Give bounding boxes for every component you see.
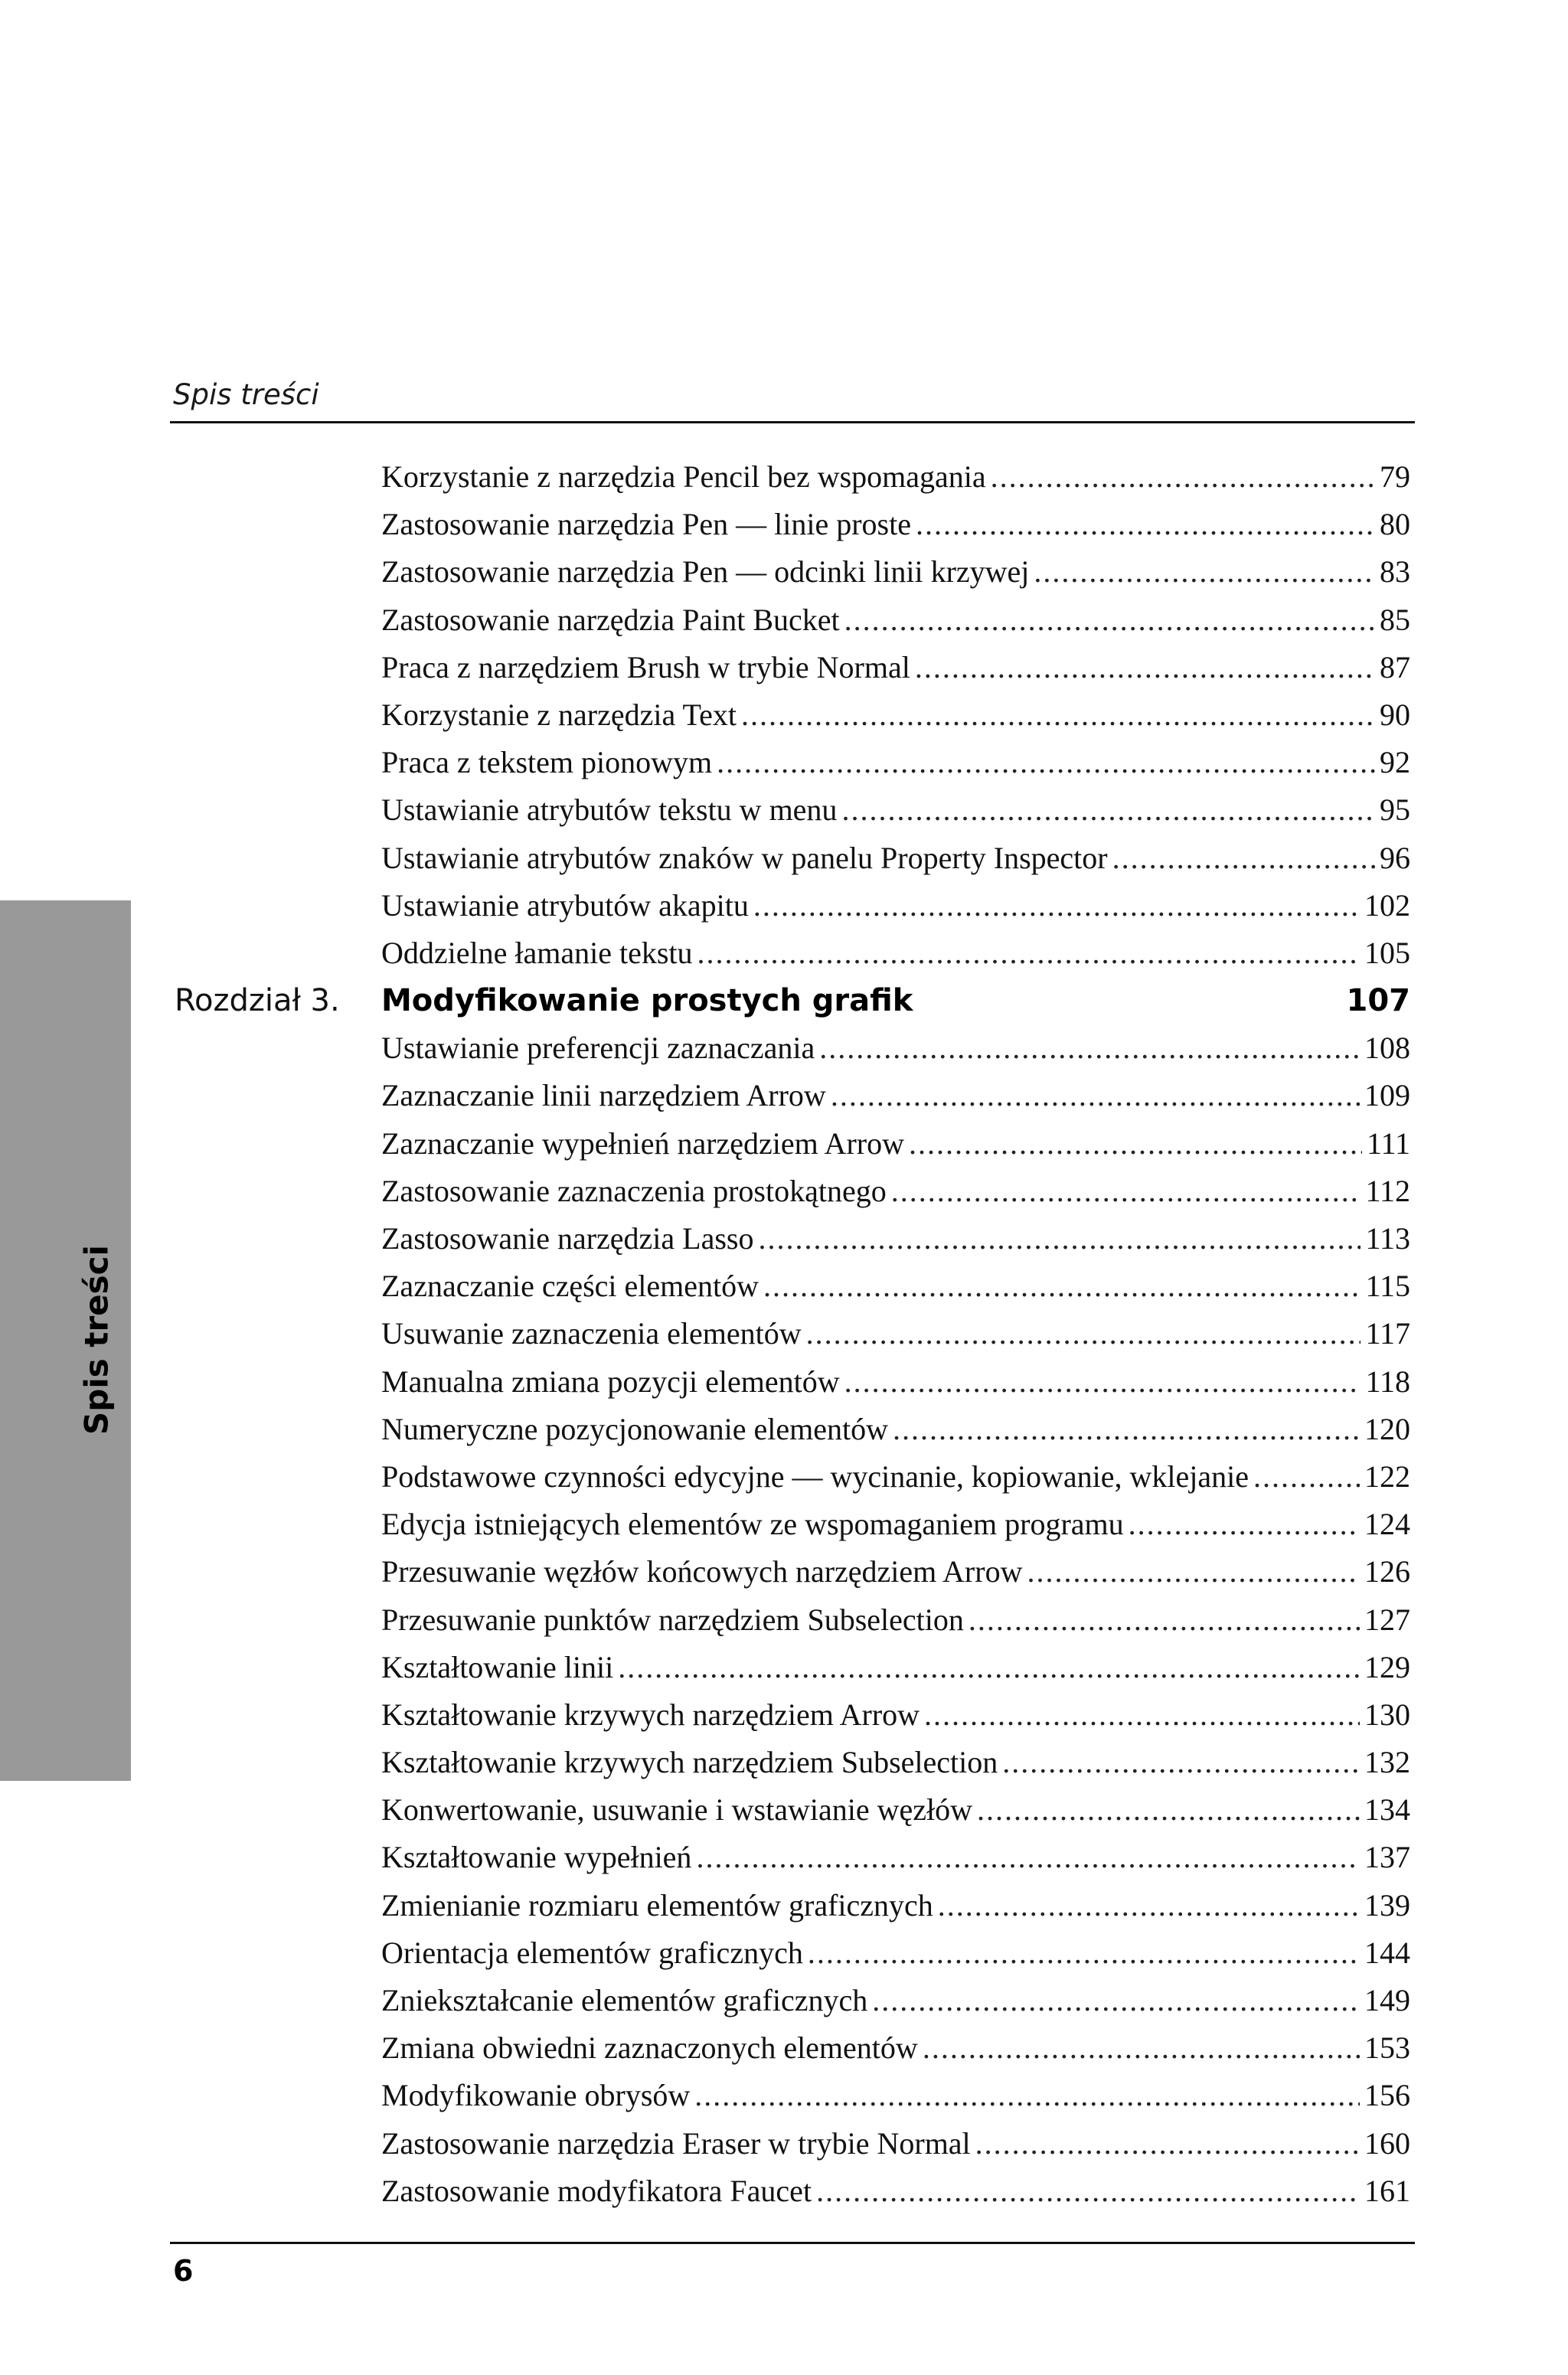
dot-leader bbox=[741, 691, 1375, 739]
dot-leader bbox=[844, 1358, 1361, 1406]
toc-entry[interactable] bbox=[381, 1977, 1410, 2024]
toc-entry-title: Kształtowanie krzywych narzędziem Subselection bbox=[381, 1745, 998, 1780]
toc-entry-page-number: 102 bbox=[1364, 887, 1410, 923]
footer-rule bbox=[170, 2242, 1415, 2244]
toc-entry-page-number: 139 bbox=[1364, 1887, 1410, 1923]
toc-entry-title: Zaznaczanie linii narzędziem Arrow bbox=[381, 1078, 826, 1113]
toc-entry-title: Zaznaczanie części elementów bbox=[381, 1269, 760, 1304]
dot-leader bbox=[969, 1596, 1360, 1644]
toc-entry[interactable] bbox=[381, 1644, 1410, 1691]
toc-entry[interactable] bbox=[381, 501, 1410, 548]
toc-entry[interactable] bbox=[381, 1263, 1410, 1310]
toc-entry-page-number: 108 bbox=[1364, 1031, 1410, 1066]
dot-leader bbox=[938, 1882, 1360, 1929]
toc-entry-page-number: 105 bbox=[1364, 935, 1410, 970]
toc-entry-title: Kształtowanie krzywych narzędziem Arrow bbox=[381, 1697, 920, 1732]
table-of-contents bbox=[0, 453, 1568, 2215]
toc-entry[interactable] bbox=[381, 1882, 1410, 1929]
toc-entry[interactable] bbox=[381, 1739, 1410, 1786]
toc-entry-page-number: 120 bbox=[1364, 1411, 1410, 1446]
toc-entry[interactable] bbox=[381, 1929, 1410, 1977]
toc-entry[interactable] bbox=[381, 835, 1410, 882]
dot-leader bbox=[891, 1168, 1361, 1215]
dot-leader bbox=[916, 501, 1375, 548]
toc-entry-page-number: 160 bbox=[1364, 2125, 1410, 2161]
toc-entry[interactable] bbox=[381, 2072, 1410, 2119]
page-number: 6 bbox=[173, 2254, 194, 2288]
toc-entry-title: Korzystanie z narzędzia Pencil bez wspomagania bbox=[381, 459, 986, 494]
dot-leader bbox=[893, 1406, 1360, 1453]
toc-entry[interactable] bbox=[381, 644, 1410, 691]
toc-entry[interactable] bbox=[381, 739, 1410, 786]
toc-entry[interactable] bbox=[381, 1024, 1410, 1072]
toc-entry-page-number: 126 bbox=[1364, 1554, 1410, 1589]
toc-entry-page-number: 96 bbox=[1380, 840, 1410, 875]
toc-entry[interactable] bbox=[381, 1834, 1410, 1881]
toc-entry-page-number: 144 bbox=[1364, 1935, 1410, 1970]
toc-entry-title: Podstawowe czynności edycyjne — wycinanie, kopiowanie, wklejanie bbox=[381, 1459, 1250, 1494]
toc-entry[interactable] bbox=[381, 929, 1410, 977]
toc-entry-title: Zaznaczanie wypełnień narzędziem Arrow bbox=[381, 1125, 904, 1161]
toc-entry-title: Ustawianie atrybutów akapitu bbox=[381, 887, 749, 923]
toc-entry-title: Zmienianie rozmiaru elementów graficznych bbox=[381, 1887, 933, 1923]
side-tab-label: Spis treści bbox=[77, 1245, 116, 1435]
dot-leader bbox=[758, 1215, 1361, 1263]
toc-entry-title: Manualna zmiana pozycji elementów bbox=[381, 1364, 840, 1399]
toc-entry-title: Zniekształcanie elementów graficznych bbox=[381, 1983, 868, 2017]
toc-entry-page-number: 113 bbox=[1365, 1221, 1410, 1256]
chapter-label: Rozdział 3. bbox=[175, 983, 340, 1019]
toc-entry-title: Kształtowanie linii bbox=[381, 1649, 614, 1684]
dot-leader bbox=[618, 1644, 1360, 1691]
toc-entry-title: Orientacja elementów graficznych bbox=[381, 1935, 803, 1970]
dot-leader bbox=[831, 1072, 1360, 1119]
toc-entry-page-number: 85 bbox=[1380, 602, 1410, 637]
toc-entry-page-number: 149 bbox=[1364, 1983, 1410, 2017]
dot-leader bbox=[763, 1263, 1361, 1310]
toc-entry[interactable] bbox=[381, 596, 1410, 644]
toc-entry-page-number: 122 bbox=[1364, 1459, 1410, 1494]
toc-entry[interactable] bbox=[381, 786, 1410, 834]
toc-entry-page-number: 124 bbox=[1364, 1507, 1410, 1542]
toc-entry-page-number: 95 bbox=[1380, 792, 1410, 828]
toc-entry-page-number: 161 bbox=[1364, 2173, 1410, 2208]
toc-entry-title: Zmiana obwiedni zaznaczonych elementów bbox=[381, 2030, 918, 2066]
toc-entry-page-number: 79 bbox=[1380, 459, 1410, 494]
toc-entry-page-number: 132 bbox=[1364, 1745, 1410, 1780]
toc-entry[interactable] bbox=[381, 1596, 1410, 1644]
toc-entry-title: Przesuwanie punktów narzędziem Subselection bbox=[381, 1602, 964, 1637]
toc-entry-title: Zastosowanie narzędzia Pen — linie proste bbox=[381, 507, 911, 542]
toc-entry-page-number: 127 bbox=[1364, 1602, 1410, 1637]
running-header-title: Spis treści bbox=[173, 378, 319, 411]
dot-leader bbox=[991, 453, 1375, 501]
toc-entry[interactable] bbox=[381, 1691, 1410, 1739]
toc-entry[interactable] bbox=[381, 1453, 1410, 1501]
toc-section-after bbox=[0, 1024, 1568, 2215]
toc-entry[interactable] bbox=[381, 2024, 1410, 2072]
toc-entry-page-number: 92 bbox=[1380, 745, 1410, 780]
toc-entry[interactable] bbox=[381, 1072, 1410, 1119]
chapter-page-number: 107 bbox=[1346, 983, 1410, 1019]
toc-entry[interactable] bbox=[381, 1548, 1410, 1596]
toc-entry[interactable] bbox=[381, 1406, 1410, 1453]
toc-entry-title: Przesuwanie węzłów końcowych narzędziem Arrow bbox=[381, 1554, 1023, 1589]
toc-entry-title: Kształtowanie wypełnień bbox=[381, 1840, 692, 1875]
dot-leader bbox=[923, 2024, 1360, 2072]
toc-entry[interactable] bbox=[381, 1786, 1410, 1834]
toc-entry-page-number: 118 bbox=[1365, 1364, 1410, 1399]
dot-leader bbox=[915, 644, 1375, 691]
toc-entry-title: Zastosowanie narzędzia Paint Bucket bbox=[381, 602, 840, 637]
toc-entry-title: Praca z narzędziem Brush w trybie Normal bbox=[381, 649, 910, 684]
toc-entry-title: Edycja istniejących elementów ze wspomaganiem programu bbox=[381, 1507, 1124, 1542]
toc-entry-title: Oddzielne łamanie tekstu bbox=[381, 935, 693, 970]
toc-entry-title: Zastosowanie narzędzia Eraser w trybie Normal bbox=[381, 2125, 971, 2161]
toc-entry-title: Praca z tekstem pionowym bbox=[381, 745, 713, 780]
toc-entry-title: Ustawianie atrybutów tekstu w menu bbox=[381, 792, 838, 828]
toc-entry-page-number: 80 bbox=[1380, 507, 1410, 542]
dot-leader bbox=[808, 1929, 1360, 1977]
toc-entry[interactable] bbox=[381, 1120, 1410, 1168]
toc-entry-title: Usuwanie zaznaczenia elementów bbox=[381, 1316, 802, 1351]
dot-leader bbox=[909, 1120, 1362, 1168]
dot-leader bbox=[816, 2168, 1360, 2215]
toc-entry-title: Ustawianie atrybutów znaków w panelu Property Inspector bbox=[381, 840, 1108, 875]
dot-leader bbox=[694, 2072, 1360, 2119]
header-rule bbox=[170, 421, 1415, 423]
chapter-heading[interactable] bbox=[175, 977, 1410, 1024]
dot-leader bbox=[806, 1310, 1361, 1357]
toc-entry-title: Korzystanie z narzędzia Text bbox=[381, 697, 737, 732]
dot-leader bbox=[696, 1834, 1360, 1881]
toc-entry[interactable] bbox=[381, 1168, 1410, 1215]
toc-entry-page-number: 129 bbox=[1364, 1649, 1410, 1684]
toc-entry[interactable] bbox=[381, 1501, 1410, 1548]
toc-entry[interactable] bbox=[381, 1215, 1410, 1263]
toc-entry-page-number: 137 bbox=[1364, 1840, 1410, 1875]
toc-entry-page-number: 87 bbox=[1380, 649, 1410, 684]
dot-leader bbox=[872, 1977, 1360, 2024]
dot-leader bbox=[753, 882, 1360, 929]
dot-leader bbox=[697, 929, 1360, 977]
toc-entry[interactable] bbox=[381, 691, 1410, 739]
toc-entry-title: Konwertowanie, usuwanie i wstawianie węzłów bbox=[381, 1792, 972, 1828]
dot-leader bbox=[1027, 1548, 1360, 1596]
toc-entry-page-number: 130 bbox=[1364, 1697, 1410, 1732]
toc-entry-page-number: 153 bbox=[1364, 2030, 1410, 2066]
toc-entry-title: Numeryczne pozycjonowanie elementów bbox=[381, 1411, 888, 1446]
dot-leader bbox=[1112, 835, 1375, 882]
dot-leader bbox=[844, 596, 1375, 644]
toc-section-before bbox=[0, 453, 1568, 977]
toc-entry[interactable] bbox=[381, 1358, 1410, 1406]
dot-leader bbox=[819, 1024, 1360, 1072]
toc-entry-title: Zastosowanie narzędzia Lasso bbox=[381, 1221, 754, 1256]
toc-entry-page-number: 83 bbox=[1380, 554, 1410, 590]
toc-entry[interactable] bbox=[381, 453, 1410, 501]
toc-entry-page-number: 112 bbox=[1365, 1173, 1410, 1208]
toc-entry-page-number: 117 bbox=[1365, 1316, 1410, 1351]
toc-entry-title: Zastosowanie narzędzia Pen — odcinki linii krzywej bbox=[381, 554, 1030, 590]
toc-entry-page-number: 111 bbox=[1366, 1125, 1410, 1161]
toc-entry[interactable] bbox=[381, 2168, 1410, 2215]
dot-leader bbox=[1034, 548, 1375, 596]
dot-leader bbox=[924, 1691, 1360, 1739]
toc-entry-title: Modyfikowanie obrysów bbox=[381, 2078, 691, 2113]
dot-leader bbox=[1253, 1453, 1360, 1501]
toc-entry-page-number: 134 bbox=[1364, 1792, 1410, 1828]
dot-leader bbox=[841, 786, 1375, 834]
dot-leader bbox=[1129, 1501, 1360, 1548]
toc-entry-page-number: 156 bbox=[1364, 2078, 1410, 2113]
toc-entry[interactable] bbox=[381, 2120, 1410, 2168]
toc-entry-page-number: 90 bbox=[1380, 697, 1410, 732]
toc-entry[interactable] bbox=[381, 882, 1410, 929]
dot-leader bbox=[717, 739, 1375, 786]
dot-leader bbox=[977, 1786, 1360, 1834]
dot-leader bbox=[975, 2120, 1360, 2168]
toc-entry[interactable] bbox=[381, 548, 1410, 596]
toc-entry-title: Zastosowanie modyfikatora Faucet bbox=[381, 2173, 812, 2208]
toc-entry-page-number: 115 bbox=[1365, 1269, 1410, 1304]
toc-entry-page-number: 109 bbox=[1364, 1078, 1410, 1113]
toc-entry-title: Zastosowanie zaznaczenia prostokątnego bbox=[381, 1173, 887, 1208]
toc-entry-title: Ustawianie preferencji zaznaczania bbox=[381, 1031, 815, 1066]
chapter-title: Modyfikowanie prostych grafik bbox=[381, 983, 913, 1019]
toc-entry[interactable] bbox=[381, 1310, 1410, 1357]
dot-leader bbox=[1002, 1739, 1360, 1786]
